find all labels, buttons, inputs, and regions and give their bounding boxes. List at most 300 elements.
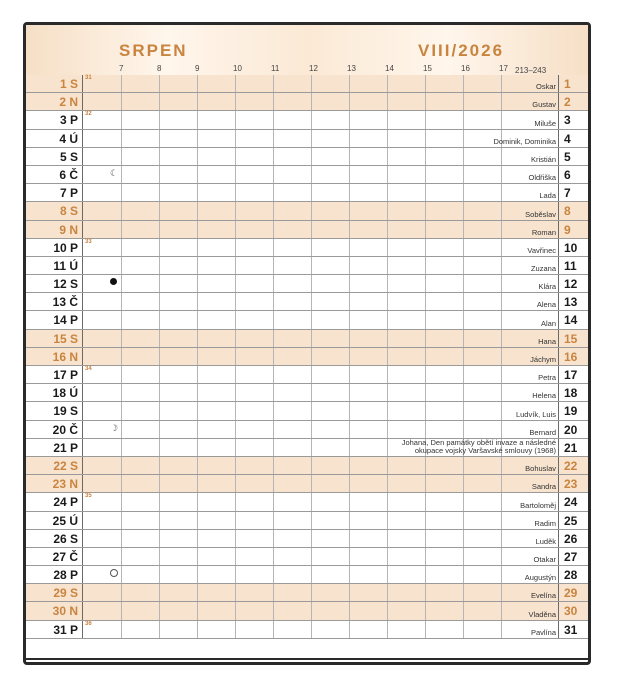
- hour-gridline: [463, 493, 464, 510]
- hour-gridline: [121, 566, 122, 583]
- hour-gridline: [463, 566, 464, 583]
- hour-gridline: [121, 439, 122, 456]
- hour-gridline: [121, 166, 122, 183]
- hour-gridline: [121, 239, 122, 256]
- day-number-cell: [558, 475, 588, 492]
- hour-gridline: [425, 421, 426, 438]
- hour-gridline: [501, 293, 502, 310]
- day-label: 15 S: [53, 331, 78, 346]
- hour-gridline: [235, 130, 236, 147]
- hour-gridline: [273, 111, 274, 128]
- hour-gridline: [349, 457, 350, 474]
- hour-gridline: [311, 130, 312, 147]
- hour-gridline: [425, 493, 426, 510]
- hour-gridline: [121, 457, 122, 474]
- name-day: Evelína: [530, 591, 556, 601]
- day-label: 14 P: [53, 313, 78, 328]
- day-row[interactable]: [26, 602, 588, 620]
- hour-gridline: [311, 439, 312, 456]
- name-day: Radim: [534, 518, 556, 528]
- day-cell: [26, 566, 83, 583]
- hour-gridline: [235, 275, 236, 292]
- week-number: 33: [85, 238, 92, 245]
- hour-gridline: [159, 584, 160, 601]
- hour-gridline: [463, 330, 464, 347]
- hour-gridline: [197, 111, 198, 128]
- day-label: 5 S: [59, 149, 78, 164]
- day-number-cell: [558, 402, 588, 419]
- day-row[interactable]: [26, 566, 588, 584]
- day-cell: [26, 148, 83, 165]
- hour-gridline: [159, 475, 160, 492]
- hour-gridline: [121, 421, 122, 438]
- hour-gridline: [197, 184, 198, 201]
- hour-gridline: [463, 166, 464, 183]
- hour-gridline: [425, 221, 426, 238]
- hour-gridline: [235, 384, 236, 401]
- day-cell: [26, 202, 83, 219]
- day-number: 13: [564, 295, 578, 310]
- hour-gridline: [159, 202, 160, 219]
- hour-gridline: [197, 457, 198, 474]
- hour-gridline: [121, 202, 122, 219]
- day-row[interactable]: [26, 239, 588, 257]
- hour-gridline: [235, 330, 236, 347]
- day-row[interactable]: [26, 548, 588, 566]
- hour-gridline: [159, 166, 160, 183]
- hour-gridline: [121, 348, 122, 365]
- hour-gridline: [349, 148, 350, 165]
- hour-gridline: [311, 548, 312, 565]
- day-cell: [26, 439, 83, 456]
- hour-gridline: [273, 421, 274, 438]
- day-label: 17 P: [53, 368, 78, 382]
- day-number-cell: [558, 221, 588, 238]
- hour-gridline: [311, 384, 312, 401]
- name-day: Kristián: [530, 154, 556, 164]
- day-row[interactable]: [26, 221, 588, 239]
- hour-gridline: [159, 348, 160, 365]
- hour-gridline: [501, 330, 502, 347]
- hour-gridline: [425, 475, 426, 492]
- day-cell: [26, 602, 83, 619]
- hour-gridline: [159, 566, 160, 583]
- hour-gridline: [311, 566, 312, 583]
- hour-gridline: [387, 202, 388, 219]
- hour-gridline: [501, 184, 502, 201]
- hour-gridline: [311, 257, 312, 274]
- hour-gridline: [463, 621, 464, 638]
- hour-gridline: [235, 566, 236, 583]
- hour-gridline: [235, 457, 236, 474]
- day-row[interactable]: [26, 330, 588, 348]
- hour-gridline: [349, 439, 350, 456]
- day-cell: [26, 584, 83, 601]
- day-row[interactable]: [26, 457, 588, 475]
- hour-gridline: [273, 439, 274, 456]
- name-day: Dominik, Dominika: [493, 136, 556, 146]
- hour-gridline: [159, 257, 160, 274]
- hour-gridline: [387, 184, 388, 201]
- hour-gridline: [273, 130, 274, 147]
- hour-gridline: [159, 457, 160, 474]
- day-number-cell: [558, 512, 588, 529]
- last-quarter-moon-icon: ☽: [110, 422, 119, 433]
- day-row[interactable]: [26, 111, 588, 129]
- hour-label: 9: [195, 64, 200, 73]
- hour-gridline: [425, 348, 426, 365]
- hour-gridline: [311, 148, 312, 165]
- hour-gridline: [273, 348, 274, 365]
- week-number: 34: [85, 366, 92, 372]
- hour-gridline: [159, 493, 160, 510]
- hour-gridline: [387, 548, 388, 565]
- day-row[interactable]: [26, 621, 588, 639]
- hour-gridline: [425, 512, 426, 529]
- day-row[interactable]: [26, 493, 588, 511]
- hour-gridline: [235, 257, 236, 274]
- hour-gridline: [387, 402, 388, 419]
- hour-gridline: [235, 512, 236, 529]
- hour-gridline: [349, 548, 350, 565]
- hour-gridline: [159, 130, 160, 147]
- hour-gridline: [197, 548, 198, 565]
- day-label: 19 S: [53, 404, 78, 419]
- day-label: 23 N: [52, 477, 78, 492]
- day-row[interactable]: [26, 402, 588, 420]
- day-row[interactable]: [26, 257, 588, 275]
- hour-gridline: [463, 221, 464, 238]
- hour-gridline: [387, 257, 388, 274]
- hour-gridline: [311, 221, 312, 238]
- day-label: 10 P: [53, 240, 78, 255]
- hour-gridline: [463, 111, 464, 128]
- day-row[interactable]: [26, 93, 588, 111]
- day-row[interactable]: [26, 311, 588, 329]
- hour-gridline: [273, 512, 274, 529]
- day-number-cell: [558, 602, 588, 619]
- hour-gridline: [349, 475, 350, 492]
- day-number: 9: [564, 222, 571, 237]
- hour-gridline: [197, 275, 198, 292]
- hour-gridline: [197, 75, 198, 92]
- hour-gridline: [159, 366, 160, 383]
- hour-label: 15: [423, 64, 432, 73]
- hour-gridline: [501, 602, 502, 619]
- day-label: 25 Ú: [52, 513, 78, 528]
- day-number: 11: [564, 258, 577, 273]
- day-row[interactable]: [26, 293, 588, 311]
- hour-gridline: [425, 366, 426, 383]
- day-cell: [26, 166, 83, 183]
- hour-gridline: [501, 421, 502, 438]
- hour-gridline: [121, 130, 122, 147]
- hour-gridline: [235, 366, 236, 383]
- hour-gridline: [197, 621, 198, 638]
- hour-gridline: [197, 311, 198, 328]
- hour-gridline: [387, 421, 388, 438]
- hour-gridline: [349, 75, 350, 92]
- day-row[interactable]: [26, 584, 588, 602]
- hour-gridline: [349, 384, 350, 401]
- day-cell: [26, 239, 83, 256]
- day-number-cell: [558, 293, 588, 310]
- day-number-cell: [558, 184, 588, 201]
- hour-gridline: [235, 148, 236, 165]
- hour-gridline: [235, 293, 236, 310]
- hour-gridline: [197, 530, 198, 547]
- hour-gridline: [311, 348, 312, 365]
- day-cell: [26, 93, 83, 110]
- hour-gridline: [197, 221, 198, 238]
- day-cell: [26, 293, 83, 310]
- hour-gridline: [121, 184, 122, 201]
- hour-gridline: [349, 421, 350, 438]
- hour-gridline: [235, 166, 236, 183]
- hour-gridline: [349, 239, 350, 256]
- hour-gridline: [501, 202, 502, 219]
- hour-gridline: [159, 93, 160, 110]
- hour-gridline: [235, 202, 236, 219]
- hour-gridline: [273, 166, 274, 183]
- hour-gridline: [501, 566, 502, 583]
- day-row[interactable]: [26, 439, 588, 457]
- hour-gridline: [273, 75, 274, 92]
- hour-gridline: [273, 330, 274, 347]
- hour-gridline: [501, 239, 502, 256]
- hour-gridline: [273, 311, 274, 328]
- hour-gridline: [501, 348, 502, 365]
- day-number: 20: [564, 422, 578, 437]
- day-number-cell: [558, 439, 588, 456]
- hour-gridline: [349, 566, 350, 583]
- hour-gridline: [311, 512, 312, 529]
- hour-gridline: [311, 584, 312, 601]
- hour-gridline: [121, 293, 122, 310]
- hour-gridline: [159, 275, 160, 292]
- day-cell: [26, 530, 83, 547]
- day-label: 6 Č: [59, 167, 78, 182]
- hour-gridline: [273, 493, 274, 510]
- hour-gridline: [501, 475, 502, 492]
- hour-gridline: [387, 111, 388, 128]
- day-number-cell: [558, 548, 588, 565]
- hour-gridline: [349, 602, 350, 619]
- hour-gridline: [121, 330, 122, 347]
- name-day: Roman: [531, 227, 556, 237]
- day-row[interactable]: [26, 275, 588, 293]
- day-number: 21: [564, 440, 578, 455]
- day-row[interactable]: [26, 366, 588, 384]
- hour-gridline: [349, 293, 350, 310]
- hour-label: 17: [499, 64, 508, 73]
- hour-gridline: [159, 602, 160, 619]
- hour-gridline: [349, 366, 350, 383]
- hour-gridline: [349, 512, 350, 529]
- hour-gridline: [311, 184, 312, 201]
- day-number: 23: [564, 477, 578, 492]
- month-name: SRPEN: [119, 41, 188, 60]
- day-number: 17: [564, 368, 578, 382]
- day-cell: [26, 402, 83, 419]
- day-row[interactable]: [26, 384, 588, 402]
- day-cell: [26, 130, 83, 147]
- day-number: 30: [564, 604, 578, 619]
- day-row[interactable]: [26, 475, 588, 493]
- day-row[interactable]: [26, 421, 588, 439]
- hour-gridline: [121, 111, 122, 128]
- day-cell: [26, 493, 83, 510]
- first-quarter-moon-icon: ☾: [110, 167, 119, 178]
- hour-gridline: [159, 621, 160, 638]
- name-day: Jáchym: [530, 355, 556, 364]
- hour-label: 7: [119, 64, 124, 73]
- hour-gridline: [273, 202, 274, 219]
- hour-gridline: [425, 130, 426, 147]
- day-label: 22 S: [53, 458, 78, 473]
- day-number: 3: [564, 113, 571, 128]
- hour-gridline: [235, 530, 236, 547]
- day-cell: [26, 75, 83, 92]
- hour-gridline: [463, 366, 464, 383]
- hour-gridline: [235, 184, 236, 201]
- hour-gridline: [159, 439, 160, 456]
- day-cell: [26, 111, 83, 128]
- hour-gridline: [235, 439, 236, 456]
- hour-gridline: [273, 457, 274, 474]
- hour-gridline: [273, 566, 274, 583]
- hour-gridline: [197, 439, 198, 456]
- hour-gridline: [425, 402, 426, 419]
- hour-gridline: [501, 221, 502, 238]
- hour-gridline: [463, 239, 464, 256]
- hour-gridline: [159, 402, 160, 419]
- name-day: Lada: [539, 191, 556, 201]
- hour-gridline: [121, 384, 122, 401]
- day-cell: [26, 457, 83, 474]
- day-row[interactable]: [26, 202, 588, 220]
- day-row[interactable]: [26, 130, 588, 148]
- hour-gridline: [273, 602, 274, 619]
- hour-gridline: [425, 584, 426, 601]
- day-row[interactable]: [26, 348, 588, 366]
- day-row[interactable]: [26, 75, 588, 93]
- hour-label: 14: [385, 64, 394, 73]
- hour-gridline: [121, 257, 122, 274]
- day-label: 31 P: [53, 622, 78, 637]
- hour-gridline: [235, 584, 236, 601]
- hour-gridline: [197, 493, 198, 510]
- hour-gridline: [197, 402, 198, 419]
- hour-gridline: [425, 184, 426, 201]
- day-row[interactable]: [26, 184, 588, 202]
- hour-gridline: [121, 512, 122, 529]
- hour-gridline: [159, 330, 160, 347]
- name-day: Vavřinec: [527, 245, 556, 255]
- hour-gridline: [121, 75, 122, 92]
- hour-gridline: [273, 93, 274, 110]
- hour-gridline: [311, 111, 312, 128]
- hour-gridline: [235, 221, 236, 238]
- hour-gridline: [501, 457, 502, 474]
- name-day: Hana: [538, 336, 556, 346]
- hour-gridline: [311, 493, 312, 510]
- hour-gridline: [273, 239, 274, 256]
- day-cell: [26, 221, 83, 238]
- hour-gridline: [463, 311, 464, 328]
- hour-gridline: [349, 493, 350, 510]
- day-number-cell: [558, 202, 588, 219]
- hour-gridline: [463, 457, 464, 474]
- day-number: 12: [564, 277, 578, 292]
- day-cell: [26, 330, 83, 347]
- day-label: 8 S: [59, 204, 78, 219]
- day-row[interactable]: [26, 530, 588, 548]
- day-label: 7 P: [59, 186, 78, 201]
- hour-gridline: [501, 621, 502, 638]
- hour-gridline: [159, 184, 160, 201]
- day-row[interactable]: [26, 512, 588, 530]
- hour-gridline: [273, 221, 274, 238]
- hour-gridline: [197, 475, 198, 492]
- week-number: 35: [85, 493, 92, 500]
- name-day: Otakar: [533, 555, 556, 565]
- hour-label: 8: [157, 64, 162, 73]
- hour-gridline: [273, 257, 274, 274]
- hour-gridline: [121, 93, 122, 110]
- hour-gridline: [273, 293, 274, 310]
- name-day: Johana, Den památky obětí invaze a následné okupace vojsky Varšavské smlouvy (1968): [401, 437, 556, 455]
- hour-gridline: [159, 293, 160, 310]
- hour-gridline: [425, 257, 426, 274]
- day-number-cell: [558, 457, 588, 474]
- day-cell: [26, 184, 83, 201]
- hour-gridline: [425, 530, 426, 547]
- day-number-cell: [558, 621, 588, 638]
- day-number: 19: [564, 404, 578, 419]
- hour-gridline: [501, 384, 502, 401]
- hour-gridline: [425, 148, 426, 165]
- hour-gridline: [121, 548, 122, 565]
- day-number: 5: [564, 149, 571, 164]
- week-number: 31: [85, 75, 92, 81]
- day-number-cell: [558, 275, 588, 292]
- hour-label: 11: [271, 64, 280, 73]
- day-number-cell: [558, 75, 588, 92]
- day-row[interactable]: [26, 148, 588, 166]
- hour-gridline: [159, 512, 160, 529]
- day-cell: [26, 366, 83, 383]
- hour-gridline: [159, 221, 160, 238]
- hour-gridline: [425, 621, 426, 638]
- day-cell: [26, 421, 83, 438]
- hour-gridline: [463, 293, 464, 310]
- day-of-year-range: 213–243: [515, 66, 547, 75]
- hour-gridline: [311, 402, 312, 419]
- day-number: 25: [564, 513, 578, 528]
- day-row[interactable]: [26, 166, 588, 184]
- hour-gridline: [425, 293, 426, 310]
- month-year: VIII/2026: [418, 41, 505, 60]
- day-label: 26 S: [53, 531, 78, 546]
- hour-gridline: [235, 239, 236, 256]
- day-label: 2 N: [59, 95, 78, 110]
- hour-gridline: [501, 512, 502, 529]
- hour-gridline: [349, 221, 350, 238]
- day-number-cell: [558, 257, 588, 274]
- day-label: 24 P: [53, 495, 78, 510]
- hour-gridline: [159, 239, 160, 256]
